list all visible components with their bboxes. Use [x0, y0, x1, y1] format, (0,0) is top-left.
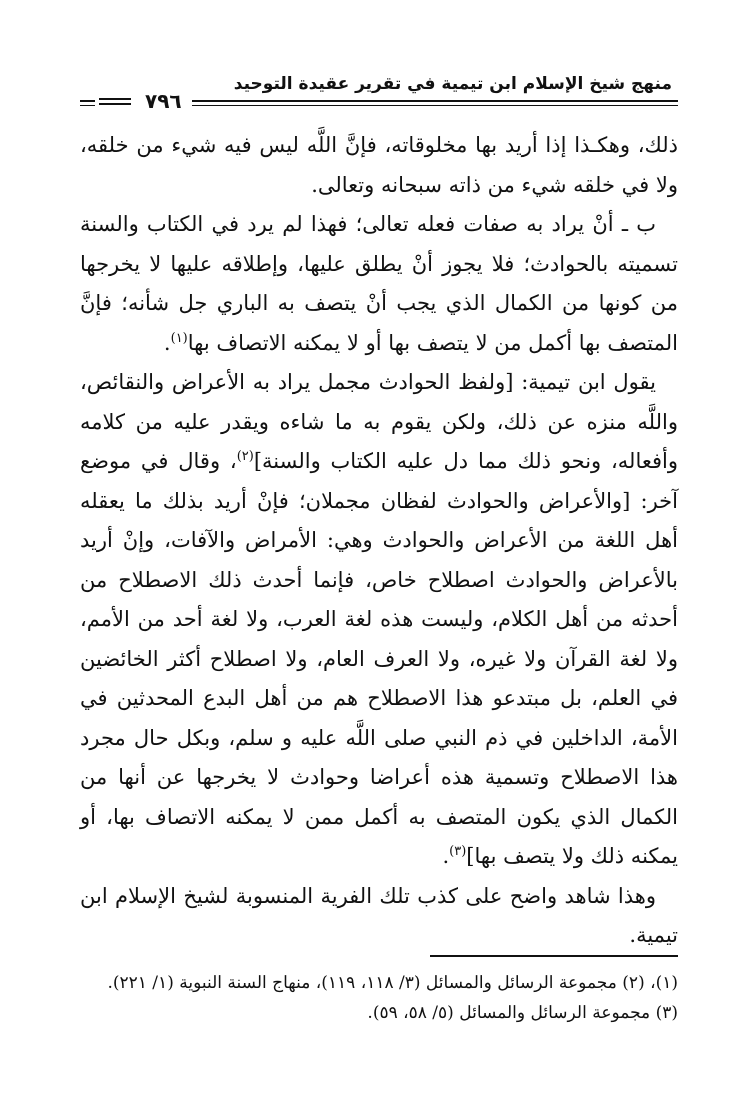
page-number: ٧٩٦	[135, 89, 192, 113]
footnote-ref-3: (٣)	[449, 844, 467, 859]
footnote-separator	[430, 955, 678, 957]
paragraph-4: وهذا شاهد واضح على كذب تلك الفرية المنسوبة لشيخ الإسلام ابن تيمية.	[80, 883, 678, 947]
footnote-2: (٣) مجموعة الرسائل والمسائل (٥/ ٥٨، ٥٩).	[367, 1003, 678, 1023]
footnotes	[80, 968, 678, 1028]
paragraph-3-quote-2: ، وقال في موضع آخر: [والأعراض والحوادث لفظان مجملان؛ فإنْ أريد بذلك ما يعقله أهل اللغة من الأعراض والحوادث وهي: الأمراض والآفات، وإنْ أريد بالأعراض والحوادث اصطلاح خاص، فإنما أحدث ذلك الاصطلاح من أحدثه من أهل الكلام، وليست هذه لغة العرب، ولا لغة أحد من الأمم، ولا لغة القرآن ولا غيره، ولا العرف العام، ولا اصطلاح أكثر الخائضين في العلم، بل مبتدعو هذا الاصطلاح هم من أهل البدع المحدثين في الأمة، الداخلين في ذم النبي صلى اللَّه عليه و سلم، وبكل حال مجرد هذا الاصطلاح وتسمية هذه أعراضا وحوادث لا يخرجها عن أنها من الكمال الذي يكون المتصف به أكمل ممن لا يمكنه الاتصاف بها، أو يمكنه ذلك ولا يتصف بها]	[80, 449, 678, 868]
paragraph-3	[80, 363, 678, 877]
paragraph-1: ذلك، وهكـذا إذا أريد بها مخلوقاته، فإنَّ اللَّه ليس فيه شيء من خلقه، ولا في خلقه شيء من ذاته سبحانه وتعالى.	[80, 133, 678, 197]
paragraph-3-end: .	[442, 844, 450, 868]
running-title: منهج شيخ الإسلام ابن تيمية في تقرير عقيدة التوحيد	[233, 74, 672, 94]
page-header	[80, 66, 678, 122]
paragraph-3-quote-1: يقول ابن تيمية: [ولفظ الحوادث مجمل يراد به الأعراض والنقائص، واللَّه منزه عن ذلك، ولكن يقوم به ما شاءه ويقدر عليه من كلامه وأفعاله، ونحو ذلك مما دل عليه الكتاب والسنة]	[80, 370, 678, 473]
paragraph-2-end: .	[163, 330, 171, 355]
page-number-ornament	[95, 97, 135, 107]
footnote-ref-2: (٢)	[236, 449, 254, 464]
footnote-1: (١)، (٢) مجموعة الرسائل والمسائل (٣/ ١١٨، ١١٩)، منهاج السنة النبوية (١/ ٢٢١).	[107, 973, 678, 993]
body-text	[80, 126, 678, 956]
paragraph-2-text: ب ـ أنْ يراد به صفات فعله تعالى؛ فهذا لم يرد في الكتاب والسنة تسميته بالحوادث؛ فلا يجوز أنْ يطلق عليها، وإطلاقه عليها لا يخرجها من كونها من الكمال الذي يجب أنْ يتصف به الباري جل شأنه؛ فإنَّ المتصف بها أكمل من لا يتصف بها أو لا يمكنه الاتصاف بها	[80, 212, 678, 355]
footnote-ref-1: (١)	[170, 330, 188, 346]
paragraph-2	[80, 205, 678, 363]
